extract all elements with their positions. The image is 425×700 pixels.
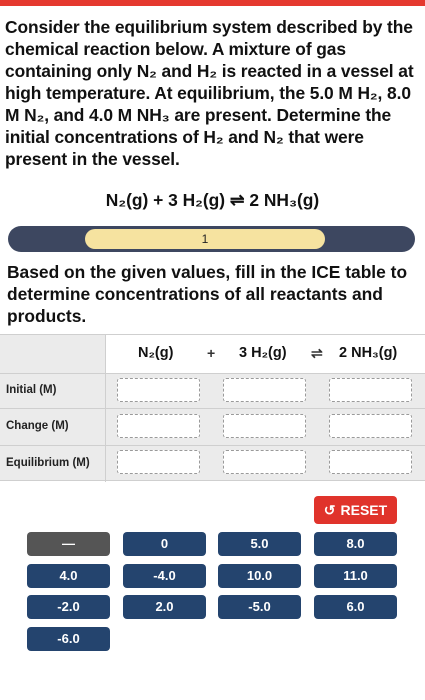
answer-tile[interactable]: 10.0	[218, 564, 301, 588]
reaction-equation: N₂(g) + 3 H₂(g) ⇌ 2 NH₃(g)	[105, 190, 320, 210]
equilibrium-h2-input[interactable]	[223, 450, 306, 474]
equilibrium-n2-input[interactable]	[117, 450, 200, 474]
reset-button[interactable]	[314, 496, 397, 524]
row-label-change: Change (M)	[6, 420, 69, 432]
answer-tile[interactable]: -5.0	[218, 595, 301, 619]
initial-nh3-input[interactable]	[329, 378, 412, 402]
answer-tile[interactable]: —	[27, 532, 110, 556]
row-label-initial: Initial (M)	[6, 384, 57, 396]
header-h2: 3 H₂(g)	[239, 345, 287, 361]
initial-h2-input[interactable]	[223, 378, 306, 402]
header-n2: N₂(g)	[138, 345, 174, 361]
table-divider	[0, 408, 425, 409]
row-label-equilibrium: Equilibrium (M)	[6, 457, 90, 469]
answer-tile[interactable]: 5.0	[218, 532, 301, 556]
equilibrium-nh3-input[interactable]	[329, 450, 412, 474]
reset-label: RESET	[340, 502, 388, 518]
answer-tile[interactable]: -6.0	[27, 627, 110, 651]
answer-tile[interactable]: 2.0	[123, 595, 206, 619]
answer-tile[interactable]: 0	[123, 532, 206, 556]
progress-step: 1	[85, 229, 325, 249]
answer-tile[interactable]: -4.0	[123, 564, 206, 588]
undo-icon: ↺	[323, 502, 336, 518]
table-divider	[0, 445, 425, 446]
answer-tile[interactable]: 6.0	[314, 595, 397, 619]
initial-n2-input[interactable]	[117, 378, 200, 402]
ice-table-header	[105, 335, 425, 373]
change-n2-input[interactable]	[117, 414, 200, 438]
answer-tile[interactable]: 4.0	[27, 564, 110, 588]
change-nh3-input[interactable]	[329, 414, 412, 438]
instruction-text: Based on the given values, fill in the ICE table to determine concentrations of all reactants and products.	[7, 262, 408, 326]
top-accent-bar	[0, 0, 425, 6]
change-h2-input[interactable]	[223, 414, 306, 438]
question-text: Consider the equilibrium system described by the chemical reaction below. A mixture of gas containing only N₂ and H₂ is reacted in a vessel at high temperature. At equilibrium, the 5.0 M H₂, 8.0 M N₂, and 4.0 M NH₃ are present. Determine the initial concentrations of H₂ and N₂ that were present in the vessel.	[5, 17, 414, 169]
header-nh3: 2 NH₃(g)	[339, 345, 398, 361]
answer-tile[interactable]: 11.0	[314, 564, 397, 588]
ice-table	[0, 334, 425, 481]
equilibrium-arrow-icon: ⇌	[311, 345, 323, 361]
answer-tile[interactable]: -2.0	[27, 595, 110, 619]
table-divider	[0, 373, 425, 374]
answer-tile[interactable]: 8.0	[314, 532, 397, 556]
header-plus: +	[207, 345, 216, 361]
progress-bar	[8, 226, 415, 252]
